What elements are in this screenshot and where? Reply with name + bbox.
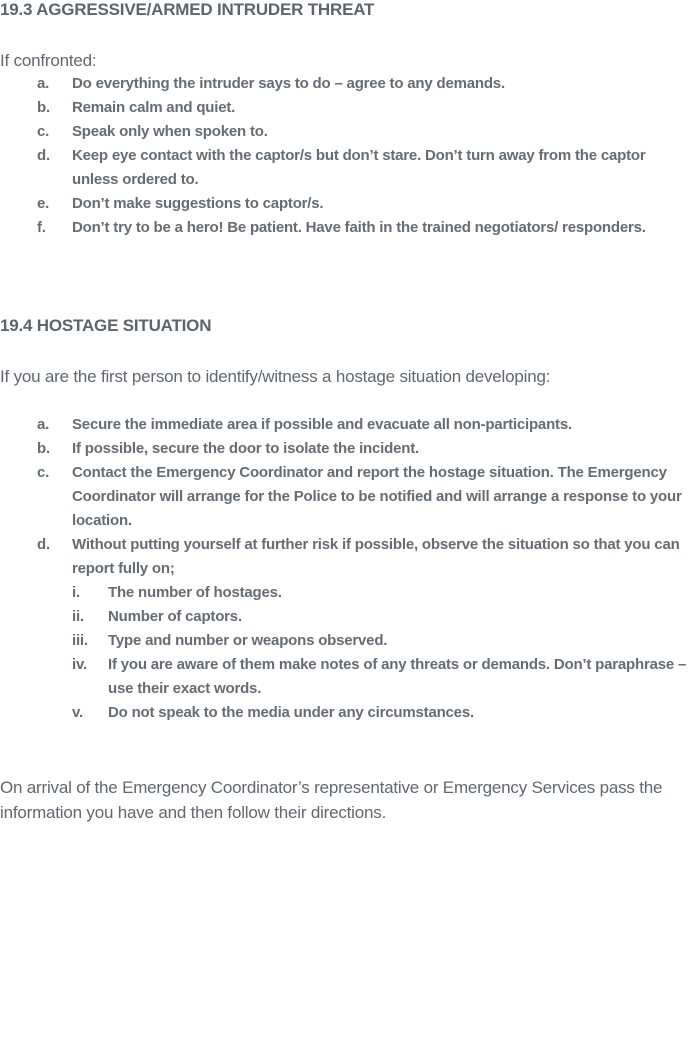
list-item (0, 192, 695, 216)
sub-list-item-text: The number of hostages. (108, 584, 282, 601)
list-item-label: c. (37, 464, 50, 481)
section-19-4-heading: 19.4 HOSTAGE SITUATION (0, 316, 212, 335)
list-item-label: a. (37, 75, 50, 92)
list-item (0, 461, 695, 533)
list-item-text: Secure the immediate area if possible and evacuate all non-participants. (72, 416, 572, 433)
sub-list-item (0, 605, 695, 629)
sub-list-item (0, 701, 695, 725)
sub-list-item-label: v. (72, 704, 83, 721)
list-item-label: e. (37, 195, 50, 212)
section-19-4-intro: If you are the first person to identify/witness a hostage situation developing: (0, 367, 551, 386)
sub-list-item-text: If you are aware of them make notes of any threats or demands. Don’t paraphrase – use their exact words. (108, 656, 687, 697)
sub-list-item-label: iv. (72, 656, 87, 673)
list-item-text: Contact the Emergency Coordinator and report the hostage situation. The Emergency Coordinator will arrange for the Police to be notified and will arrange a response to your location. (72, 464, 682, 529)
list-item-text: Don’t make suggestions to captor/s. (72, 195, 324, 212)
section-19-3-intro: If confronted: (0, 51, 97, 70)
sub-list-item-text: Number of captors. (108, 608, 242, 625)
list-item (0, 72, 695, 96)
section-19-3-heading: 19.3 AGGRESSIVE/ARMED INTRUDER THREAT (0, 0, 375, 19)
section-19-4-list (0, 413, 695, 725)
closing-paragraph: On arrival of the Emergency Coordinator’s representative or Emergency Services pass the information you have and then follow their directions. (0, 778, 663, 822)
sub-list-item-text: Do not speak to the media under any circumstances. (108, 704, 474, 721)
list-item-text: Don’t try to be a hero! Be patient. Have faith in the trained negotiators/ responders. (72, 219, 646, 236)
sub-list-item-label: i. (72, 584, 80, 601)
list-item (0, 437, 695, 461)
list-item (0, 533, 695, 581)
sub-list-item-label: iii. (72, 632, 88, 649)
list-item (0, 413, 695, 437)
list-item-label: b. (37, 440, 50, 457)
list-item-text: If possible, secure the door to isolate the incident. (72, 440, 419, 457)
list-item-text: Keep eye contact with the captor/s but don’t stare. Don’t turn away from the captor unless ordered to. (72, 147, 646, 188)
sub-list-item-label: ii. (72, 608, 84, 625)
list-item-label: f. (37, 219, 46, 236)
list-item-text: Remain calm and quiet. (72, 99, 236, 116)
list-item (0, 144, 695, 192)
list-item-label: a. (37, 416, 50, 433)
sub-list-item (0, 653, 695, 701)
list-item (0, 120, 695, 144)
list-item-text: Do everything the intruder says to do – agree to any demands. (72, 75, 505, 92)
list-item-label: d. (37, 536, 50, 553)
section-19-3-list (0, 72, 695, 240)
list-item-label: c. (37, 123, 50, 140)
sub-list-item-text: Type and number or weapons observed. (108, 632, 388, 649)
list-item-text: Speak only when spoken to. (72, 123, 268, 140)
list-item-label: b. (37, 99, 50, 116)
list-item (0, 96, 695, 120)
list-item-text: Without putting yourself at further risk if possible, observe the situation so that you can report fully on; (72, 536, 680, 577)
list-item (0, 216, 695, 240)
list-item-label: d. (37, 147, 50, 164)
sub-list-item (0, 629, 695, 653)
sub-list-item (0, 581, 695, 605)
